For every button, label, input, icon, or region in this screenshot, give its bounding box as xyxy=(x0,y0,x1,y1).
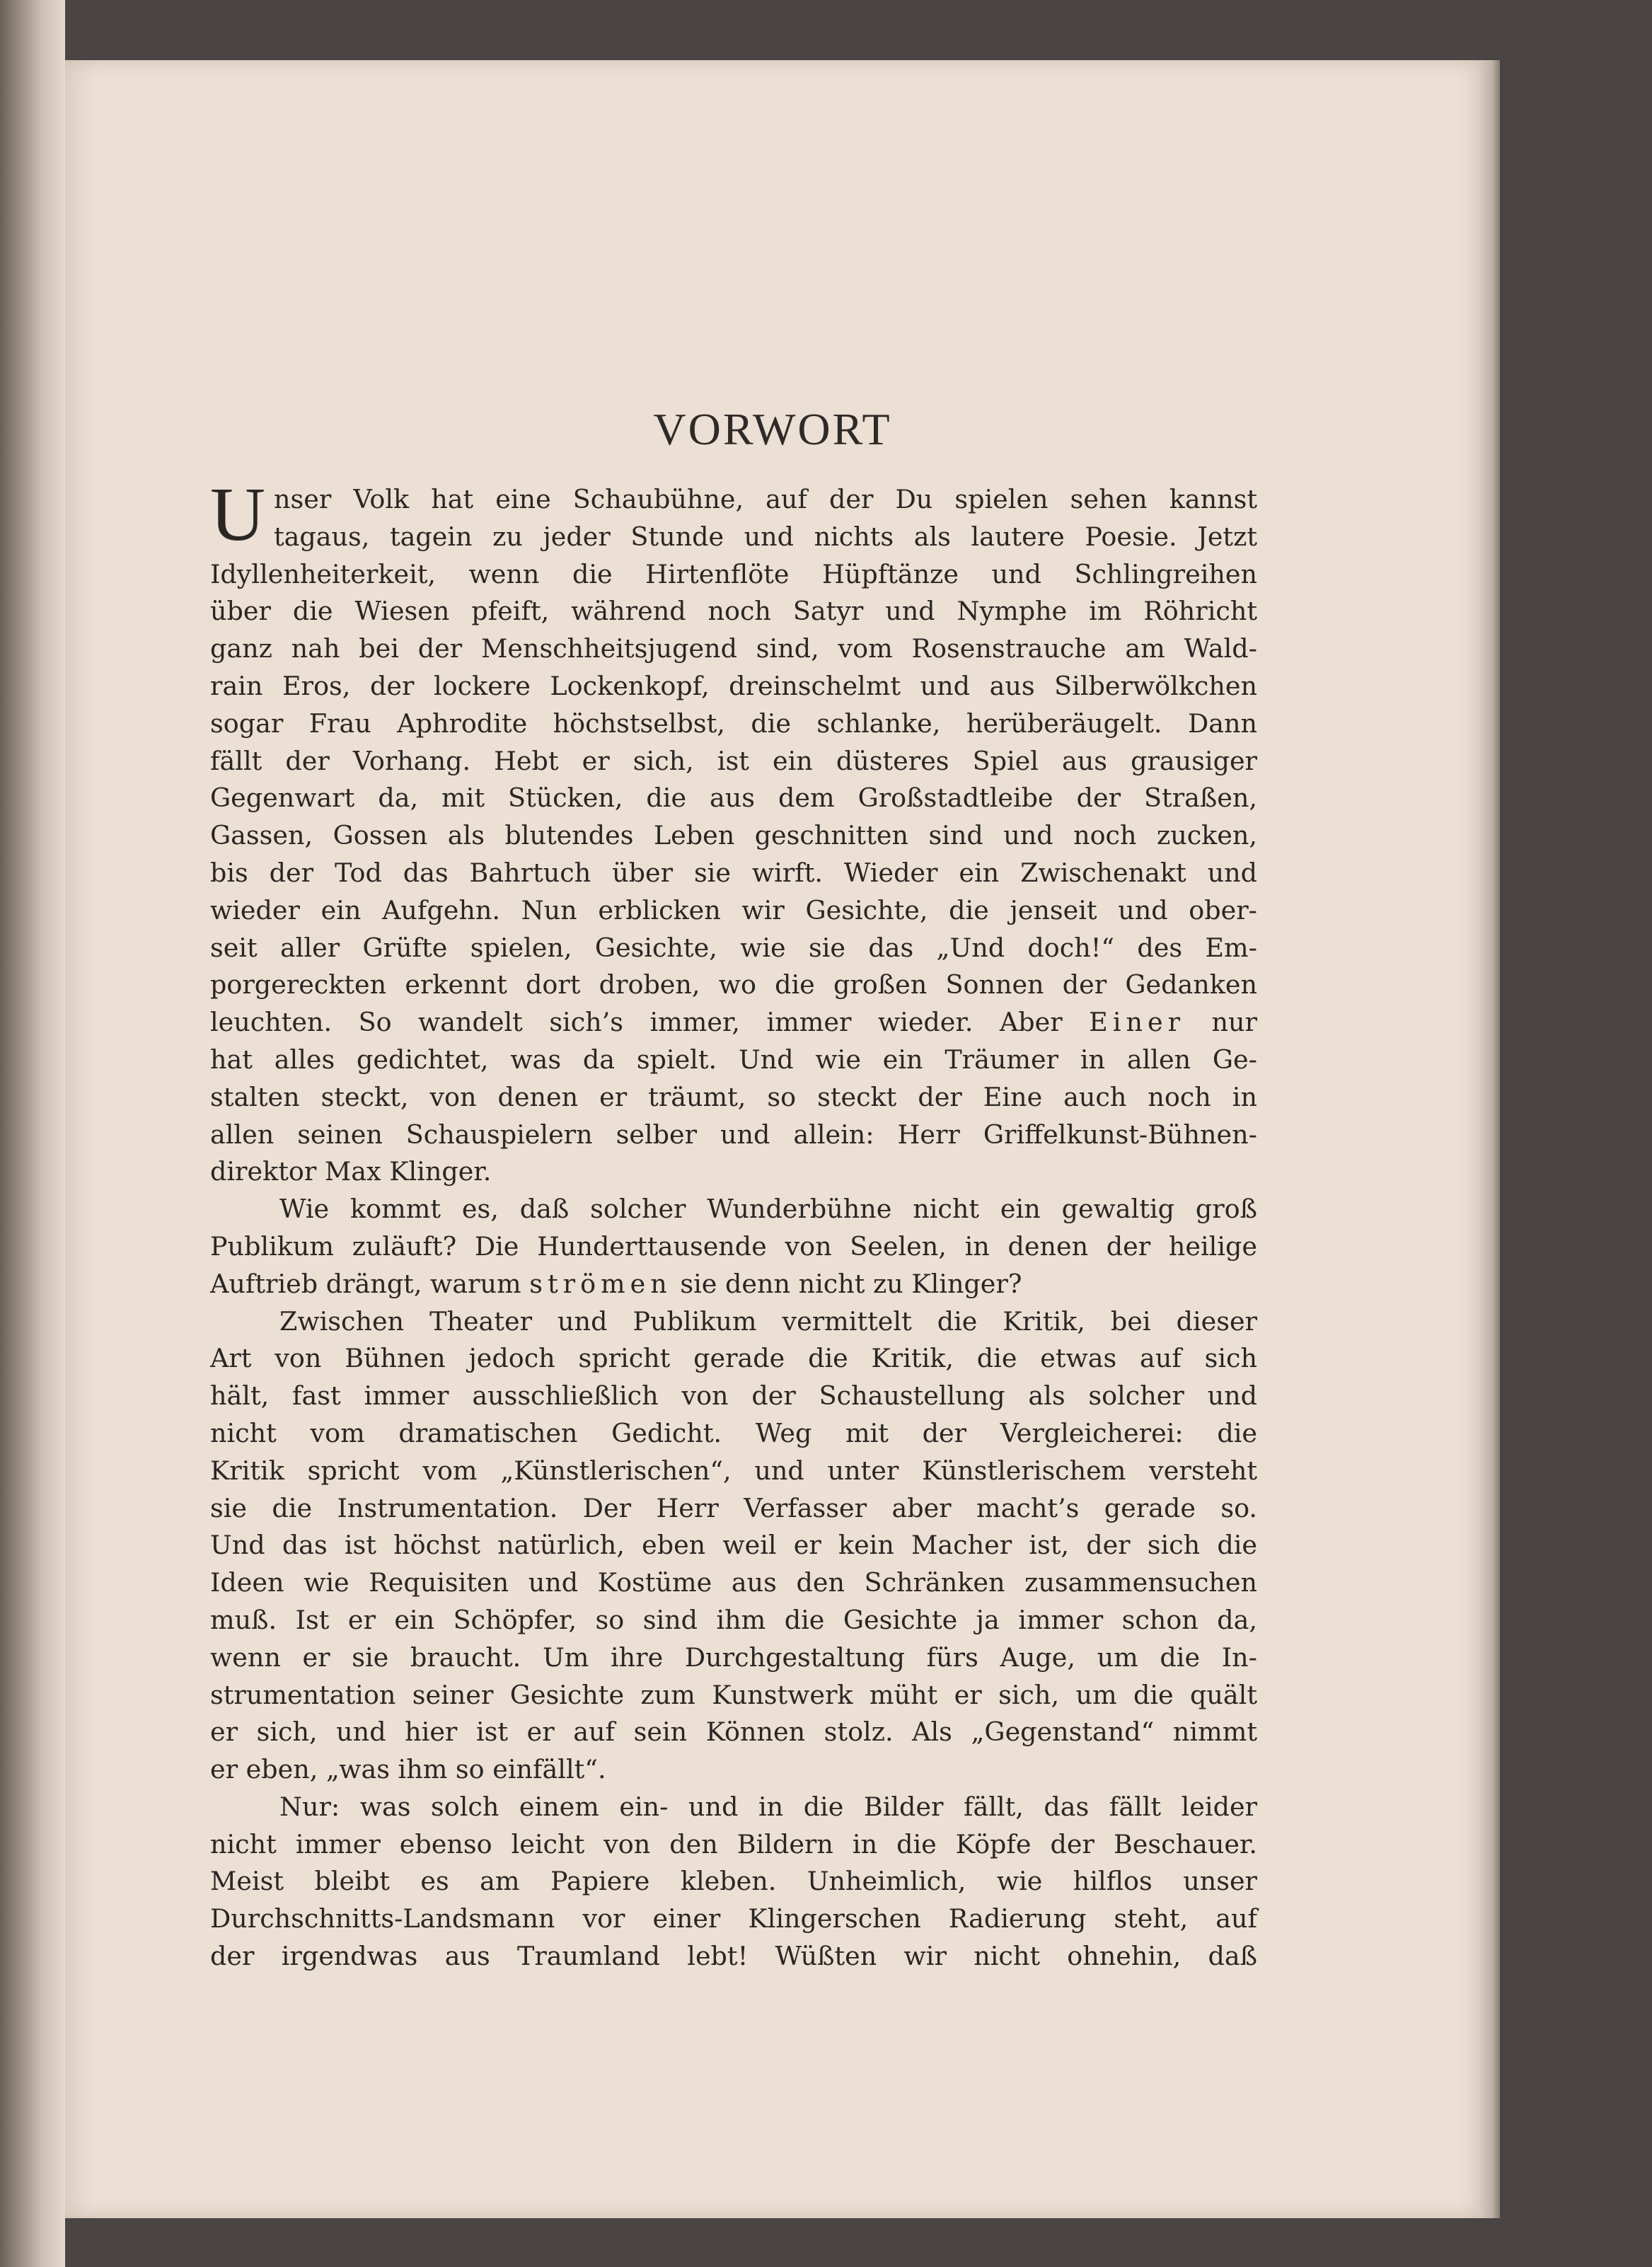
text-line: Gassen, Gossen als blutendes Leben geschnitten sind und noch zucken, xyxy=(210,820,1257,851)
text-line: nicht vom dramatischen Gedicht. Weg mit der Vergleicherei: die xyxy=(210,1417,1257,1448)
text-line xyxy=(210,1303,1257,1341)
text-line xyxy=(210,1266,1257,1303)
text-segment: Zwischen Theater und Publikum vermittelt die Kritik, bei dieser xyxy=(279,1305,1257,1337)
spaced-word: Einer xyxy=(1089,1007,1186,1038)
text-line: Publikum zuläuft? Die Hunderttausende von Seelen, in denen der heilige xyxy=(210,1230,1257,1262)
spaced-word: strömen xyxy=(529,1268,672,1299)
text-line: nser Volk hat eine Schaubühne, auf der Du spielen sehen kannst xyxy=(274,484,1257,514)
text-line: strumentation seiner Gesichte zum Kunstwerk müht er sich, um die quält xyxy=(210,1679,1257,1710)
text-line: tagaus, tagein zu jeder Stunde und nichts als lautere Poesie. Jetzt xyxy=(274,521,1257,552)
text-line xyxy=(210,1789,1257,1826)
text-line: er eben, „was ihm so einfällt“. xyxy=(210,1754,606,1785)
text-line: fällt der Vorhang. Hebt er sich, ist ein düsteres Spiel aus grausiger xyxy=(210,745,1257,776)
text-line xyxy=(210,1004,1257,1042)
text-line: sie die Instrumentation. Der Herr Verfasser aber macht’s gerade so. xyxy=(210,1492,1257,1523)
text-line: Meist bleibt es am Papiere kleben. Unheimlich, wie hilflos unser xyxy=(210,1866,1257,1897)
text-line: wenn er sie braucht. Um ihre Durchgestaltung fürs Auge, um die In- xyxy=(210,1642,1257,1673)
text-line: Gegenwart da, mit Stücken, die aus dem Großstadtleibe der Straßen, xyxy=(210,783,1257,814)
text-line: bis der Tod das Bahrtuch über sie wirft. Wieder ein Zwischenakt und xyxy=(210,857,1257,888)
text-line: Kritik spricht vom „Künstlerischen“, und unter Künstlerischem versteht xyxy=(210,1455,1257,1486)
text-line: rain Eros, der lockere Lockenkopf, dreinschelmt und aus Silberwölkchen xyxy=(210,670,1257,701)
text-line: hält, fast immer ausschließlich von der Schaustellung als solcher und xyxy=(210,1380,1257,1412)
facing-page-edge xyxy=(0,0,65,2267)
text-line: allen seinen Schauspielern selber und allein: Herr Griffelkunst-Bühnen- xyxy=(210,1119,1257,1150)
text-line: nicht immer ebenso leicht von den Bildern in die Köpfe der Beschauer. xyxy=(210,1828,1257,1859)
text-line: seit aller Grüfte spielen, Gesichte, wie sie das „Und doch!“ des Em- xyxy=(210,932,1257,963)
text-line: wieder ein Aufgehn. Nun erblicken wir Gesichte, die jenseit und ober- xyxy=(210,894,1257,925)
text-line: Ideen wie Requisiten und Kostüme aus den Schränken zusammensuchen xyxy=(210,1567,1257,1598)
body-text xyxy=(210,473,1257,1975)
text-line: über die Wiesen pfeift, während noch Satyr und Nymphe im Röhricht xyxy=(210,596,1257,627)
page-title: VORWORT xyxy=(653,404,892,454)
text-line: ganz nah bei der Menschheitsjugend sind, vom Rosenstrauche am Wald- xyxy=(210,633,1257,664)
text-segment: Auftrieb drängt, warum xyxy=(210,1268,521,1299)
text-line: hat alles gedichtet, was da spielt. Und wie ein Träumer in allen Ge- xyxy=(210,1044,1257,1075)
text-segment: leuchten. So wandelt sich’s immer, immer wieder. Aber xyxy=(210,1007,1063,1038)
text-segment: sie denn nicht zu Klinger? xyxy=(680,1268,1022,1299)
text-line: er sich, und hier ist er auf sein Können stolz. Als „Gegenstand“ nimmt xyxy=(210,1717,1257,1748)
text-segment: Wie kommt es, daß solcher Wunderbühne nicht ein gewaltig groß xyxy=(279,1194,1257,1225)
text-line: Und das ist höchst natürlich, eben weil er kein Macher ist, der sich die xyxy=(210,1530,1257,1561)
text-line: Art von Bühnen jedoch spricht gerade die Kritik, die etwas auf sich xyxy=(210,1343,1257,1374)
text-line: Idyllenheiterkeit, wenn die Hirtenflöte Hüpftänze und Schlingreihen xyxy=(210,558,1257,589)
text-segment: Nur: was solch einem ein- und in die Bilder fällt, das fällt leider xyxy=(279,1791,1257,1822)
text-line xyxy=(210,1191,1257,1228)
text-segment: nur xyxy=(1211,1007,1257,1038)
text-line: der irgendwas aus Traumland lebt! Wüßten wir nicht ohnehin, daß xyxy=(210,1941,1257,1972)
text-line: sogar Frau Aphrodite höchstselbst, die schlanke, herüberäugelt. Dann xyxy=(210,708,1257,739)
text-line: porgereckten erkennt dort droben, wo die großen Sonnen der Gedanken xyxy=(210,969,1257,1000)
drop-cap: U xyxy=(210,473,265,557)
text-line: stalten steckt, von denen er träumt, so steckt der Eine auch noch in xyxy=(210,1081,1257,1112)
text-line: Durchschnitts-Landsmann vor einer Klingerschen Radierung steht, auf xyxy=(210,1903,1257,1934)
page-edge xyxy=(1480,60,1500,2218)
text-line: direktor Max Klinger. xyxy=(210,1156,492,1187)
text-line: muß. Ist er ein Schöpfer, so sind ihm die Gesichte ja immer schon da, xyxy=(210,1604,1257,1635)
